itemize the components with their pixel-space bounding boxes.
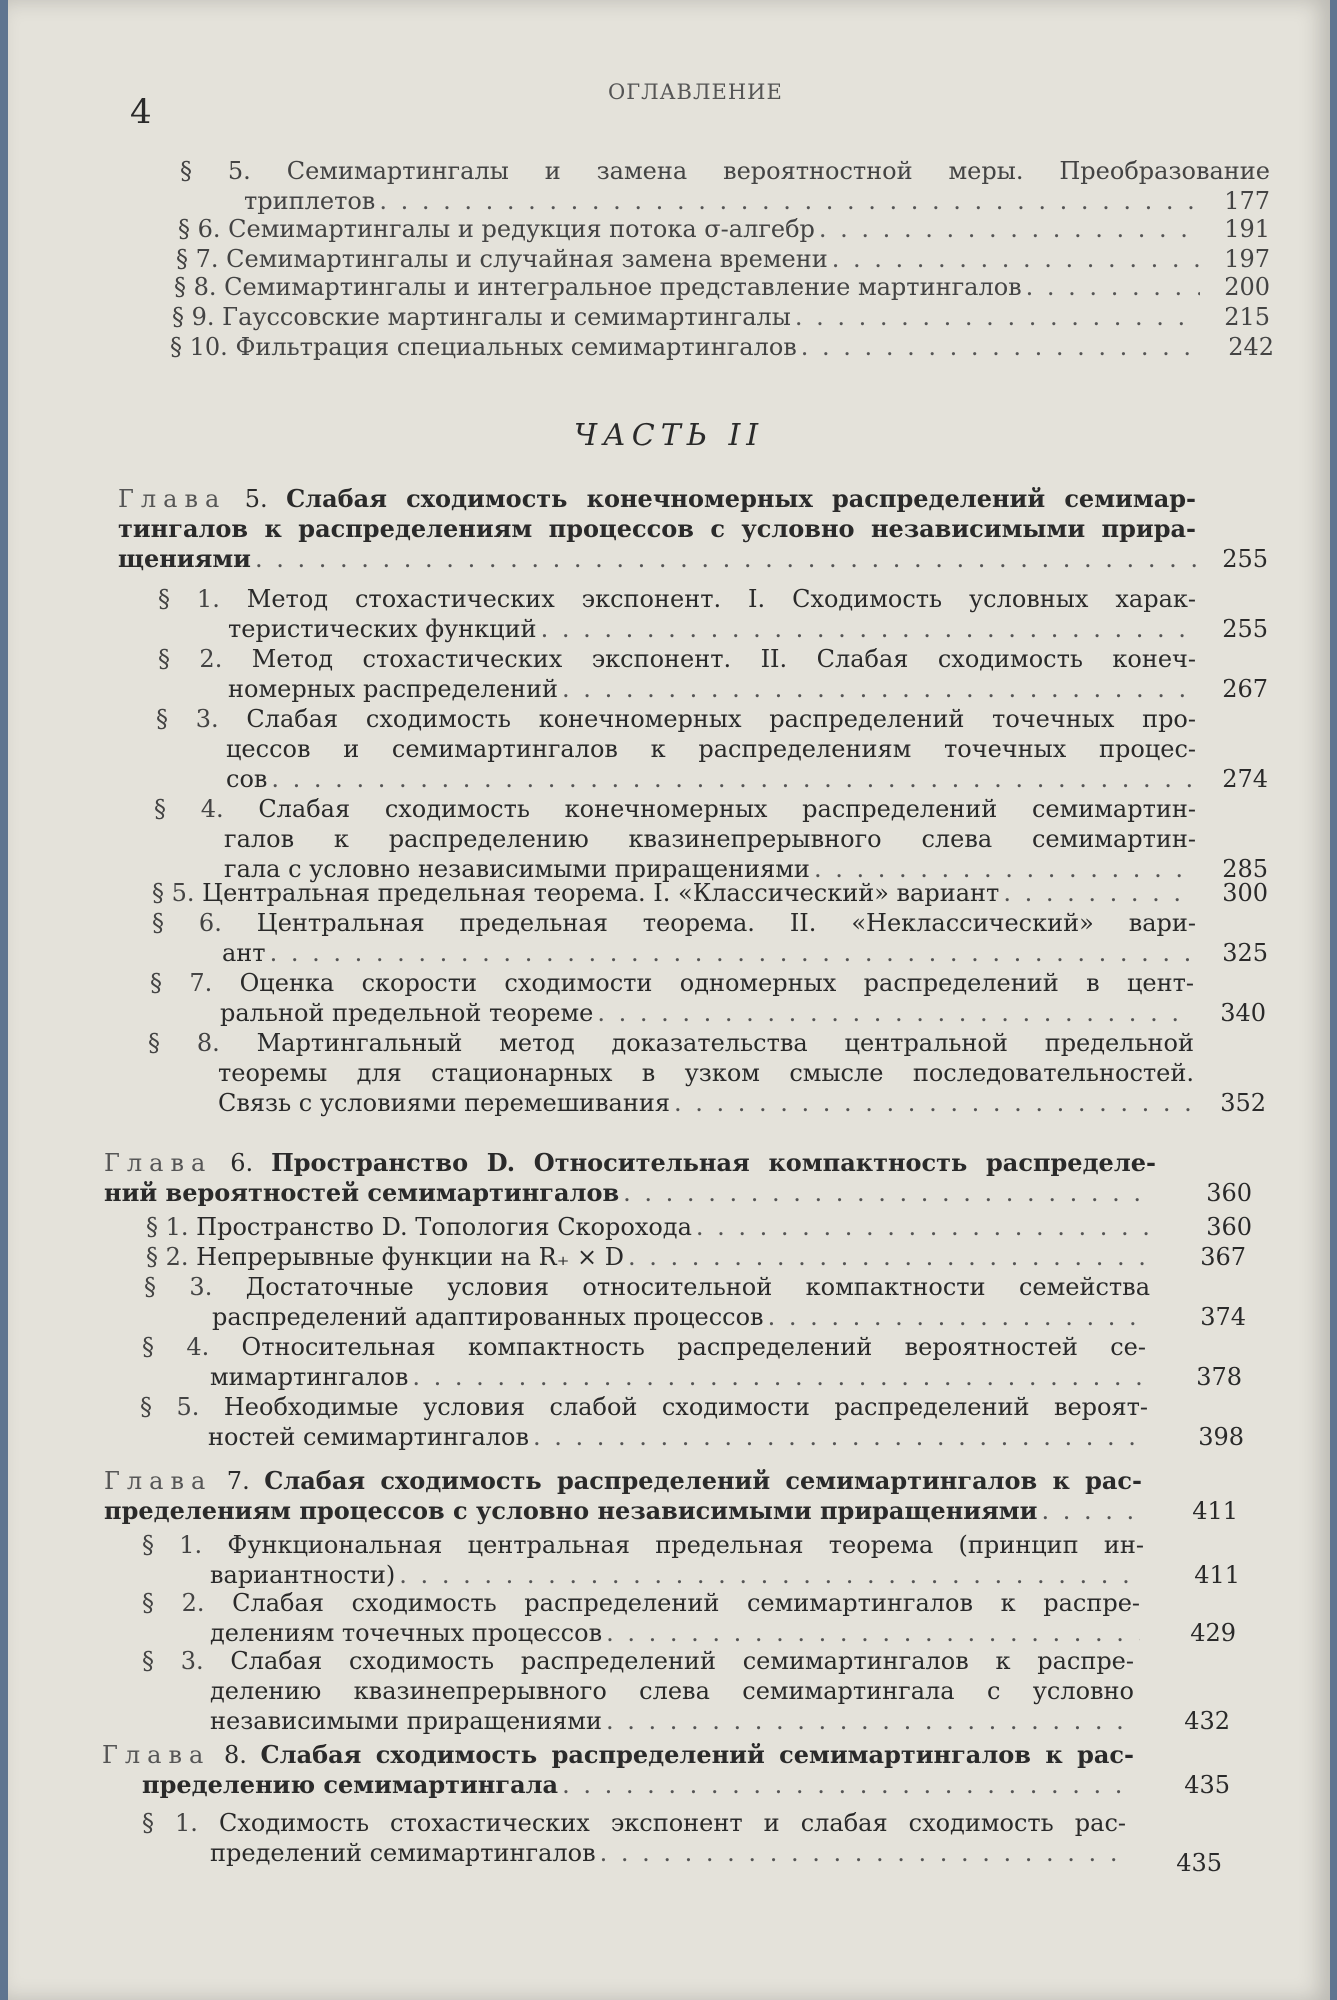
toc-section[interactable]	[142, 1808, 1222, 1877]
leader-dots	[1003, 878, 1196, 908]
toc-chapter[interactable]	[118, 484, 1268, 574]
chapter-number: 5.	[244, 485, 268, 513]
section-sign: § 6.	[178, 215, 221, 243]
leader-dots	[379, 186, 1200, 216]
section-title-last: гала с условно независимыми приращениями	[224, 855, 810, 883]
page-ref: 177	[1224, 187, 1270, 215]
section-title-last: мимартингалов	[210, 1363, 409, 1391]
section-sign: § 2.	[158, 645, 223, 673]
toc-section[interactable]	[146, 1212, 1252, 1242]
chapter-label: Глава	[102, 1741, 211, 1769]
leader-dots	[696, 1212, 1156, 1242]
page-ref: 200	[1224, 273, 1270, 301]
toc-section[interactable]	[158, 584, 1268, 644]
section-title-last: Непрерывные функции на R₊ × D	[196, 1243, 625, 1271]
section-sign: § 5.	[152, 879, 195, 907]
chapter-title-line: Слабая сходимость распределений семимартингалов к рас-	[260, 1740, 1135, 1769]
section-title-last: Фильтрация специальных семимартингалов	[235, 333, 797, 361]
page-ref: 429	[1190, 1619, 1236, 1647]
section-sign: § 4.	[142, 1333, 210, 1361]
leader-dots	[1026, 272, 1200, 302]
section-title-line: Относительная компактность распределений вероятностей се-	[241, 1333, 1146, 1361]
section-sign: § 1.	[158, 585, 220, 613]
page-ref: 242	[1228, 333, 1274, 361]
leader-dots	[819, 214, 1200, 244]
page-ref: 398	[1198, 1423, 1244, 1451]
chapter-title-last: ний вероятностей семимартингалов	[104, 1178, 620, 1207]
toc-section[interactable]	[142, 1530, 1240, 1590]
page-ref: 360	[1206, 1179, 1252, 1207]
section-sign: § 9.	[172, 303, 215, 331]
page-ref: 352	[1220, 1089, 1266, 1117]
chapter-label: Глава	[104, 1149, 213, 1177]
leader-dots	[623, 1178, 1156, 1208]
toc-section[interactable]	[180, 156, 1270, 216]
section-title-last: распределений адаптированных процессов	[212, 1303, 764, 1331]
chapter-title-line: Слабая сходимость распределений семимартингалов к рас-	[264, 1466, 1142, 1495]
leader-dots	[600, 1838, 1126, 1868]
section-title-last: теристических функций	[228, 615, 537, 643]
toc-section[interactable]	[146, 1242, 1246, 1272]
leader-dots	[562, 674, 1196, 704]
section-sign: § 1.	[142, 1809, 198, 1837]
chapter-number: 6.	[230, 1149, 254, 1177]
chapter-label: Глава	[118, 485, 227, 513]
page-ref: 325	[1222, 939, 1268, 967]
page-ref: 435	[1176, 1849, 1222, 1877]
leader-dots	[399, 1560, 1144, 1590]
section-title-line: Слабая сходимость конечномерных распределений точечных про-	[246, 705, 1196, 733]
section-title-line: Необходимые условия слабой сходимости распределений вероят-	[223, 1393, 1148, 1421]
section-title-line: теоремы для стационарных в узком смысле последовательностей.	[218, 1059, 1194, 1087]
section-title-last: триплетов	[244, 187, 376, 215]
toc-section[interactable]	[142, 1588, 1236, 1648]
section-title-line: Метод стохастических экспонент. II. Слабая сходимость конеч-	[251, 645, 1196, 673]
chapter-title-last: пределению семимартингала	[142, 1770, 559, 1799]
section-sign: § 5.	[140, 1393, 200, 1421]
chapter-title-line: тингалов к распределениям процессов с условно независимыми прира-	[118, 514, 1196, 543]
page-ref: 197	[1224, 245, 1270, 273]
toc-section[interactable]	[144, 1272, 1246, 1332]
leader-dots	[541, 614, 1196, 644]
leader-dots	[795, 302, 1200, 332]
page-ref: 274	[1222, 765, 1268, 793]
section-title-line: Функциональная центральная предельная теорема (принцип ин-	[227, 1531, 1144, 1559]
page-ref: 255	[1222, 615, 1268, 643]
leader-dots	[255, 544, 1196, 574]
page-ref: 267	[1222, 675, 1268, 703]
page-ref: 411	[1194, 1561, 1240, 1589]
section-sign: § 5.	[180, 157, 251, 185]
toc-section[interactable]	[154, 794, 1268, 884]
section-title-last: номерных распределений	[228, 675, 559, 703]
toc-chapter[interactable]	[102, 1740, 1230, 1800]
section-title-last: Связь с условиями перемешивания	[218, 1089, 670, 1117]
section-title-line: делению квазинепрерывного слева семимартингала с условно	[210, 1677, 1134, 1705]
toc-section[interactable]	[158, 644, 1268, 704]
toc-chapter[interactable]	[104, 1466, 1238, 1526]
leader-dots	[801, 332, 1204, 362]
chapter-number: 7.	[226, 1467, 250, 1495]
chapter-label: Глава	[104, 1467, 213, 1495]
chapter-title-last: щениями	[118, 544, 251, 573]
page-ref: 340	[1220, 999, 1266, 1027]
section-sign: § 3.	[142, 1647, 204, 1675]
page-ref: 255	[1222, 545, 1268, 573]
page-ref: 367	[1200, 1243, 1246, 1271]
section-title-line: Центральная предельная теорема. II. «Неклассический» вари-	[256, 909, 1196, 937]
section-title-last: пределений семимартингалов	[210, 1839, 596, 1867]
section-title-last: Семимартингалы и случайная замена времени	[226, 245, 828, 273]
toc-section[interactable]	[148, 1028, 1266, 1118]
section-title-last: вариантности)	[210, 1561, 396, 1589]
section-title-last: ральной предельной теореме	[220, 999, 594, 1027]
leader-dots	[597, 998, 1194, 1028]
section-title-line: Слабая сходимость конечномерных распределений семимартин-	[258, 795, 1196, 823]
leader-dots	[562, 1770, 1134, 1800]
section-title-line: цессов и семимартингалов к распределениям точечных процес-	[226, 735, 1196, 763]
section-title-line: Метод стохастических экспонент. I. Сходимость условных харак-	[246, 585, 1196, 613]
page-ref: 432	[1184, 1707, 1230, 1735]
toc-section[interactable]	[172, 302, 1270, 332]
chapter-title-line: Пространство D. Относительная компактность распределе-	[271, 1148, 1156, 1177]
section-title-line: Оценка скорости сходимости одномерных распределений в цент-	[239, 969, 1194, 997]
leader-dots	[768, 1302, 1150, 1332]
leader-dots	[832, 244, 1200, 274]
section-title-line: Сходимость стохастических экспонент и слабая сходимость рас-	[218, 1809, 1126, 1837]
section-title-line: Слабая сходимость распределений семимартингалов к распре-	[232, 1589, 1141, 1617]
section-sign: § 2.	[142, 1589, 205, 1617]
section-title-last: Пространство D. Топология Скорохода	[196, 1213, 692, 1241]
section-sign: § 8.	[174, 273, 217, 301]
page-ref: 411	[1192, 1497, 1238, 1525]
page-number: 4	[130, 92, 152, 132]
section-title-last: независимыми приращениями	[210, 1707, 602, 1735]
toc-chapter[interactable]	[104, 1148, 1252, 1208]
page-ref: 378	[1196, 1363, 1242, 1391]
section-title-last: сов	[226, 765, 268, 793]
toc-section[interactable]	[152, 908, 1268, 968]
toc-section[interactable]	[152, 878, 1268, 908]
leader-dots	[606, 1706, 1134, 1736]
section-sign: § 7.	[176, 245, 219, 273]
section-title-last: Гауссовские мартингалы и семимартингалы	[222, 303, 791, 331]
section-title-line: Слабая сходимость распределений семимартингалов к распре-	[230, 1647, 1134, 1675]
section-sign: § 1.	[142, 1531, 203, 1559]
leader-dots	[271, 764, 1196, 794]
leader-dots	[606, 1618, 1140, 1648]
leader-dots	[412, 1362, 1146, 1392]
page-ref: 374	[1200, 1303, 1246, 1331]
toc-section[interactable]	[176, 244, 1270, 274]
section-sign: § 7.	[150, 969, 213, 997]
book-page	[8, 0, 1330, 2000]
section-sign: § 2.	[146, 1243, 189, 1271]
toc-section[interactable]	[142, 1646, 1230, 1736]
section-sign: § 4.	[154, 795, 224, 823]
toc-section[interactable]	[142, 1332, 1242, 1392]
toc-section[interactable]	[170, 332, 1274, 362]
page-ref: 285	[1222, 855, 1268, 883]
leader-dots	[1041, 1496, 1142, 1526]
leader-dots	[674, 1088, 1194, 1118]
section-title-last: ностей семимартингалов	[208, 1423, 529, 1451]
section-sign: § 1.	[146, 1213, 189, 1241]
leader-dots	[533, 1422, 1148, 1452]
page-ref: 435	[1184, 1771, 1230, 1799]
leader-dots	[270, 938, 1196, 968]
section-sign: § 8.	[148, 1029, 220, 1057]
section-sign: § 3.	[156, 705, 219, 733]
section-title-last: Семимартингалы и интегральное представление мартингалов	[224, 273, 1022, 301]
section-title-line: Мартингальный метод доказательства центральной предельной	[256, 1029, 1194, 1057]
section-title-last: делениям точечных процессов	[210, 1619, 603, 1647]
section-title-line: Семимартингалы и замена вероятностной меры. Преобразование	[286, 157, 1271, 185]
toc-section[interactable]	[140, 1392, 1244, 1452]
section-sign: § 10.	[170, 333, 228, 361]
leader-dots	[628, 1242, 1150, 1272]
section-title-line: галов к распределению квазинепрерывного слева семимартин-	[224, 825, 1196, 853]
page-ref: 215	[1224, 303, 1270, 331]
toc-section[interactable]	[156, 704, 1268, 794]
chapter-title-last: пределениям процессов с условно независимыми приращениями	[104, 1496, 1038, 1525]
chapter-number: 8.	[223, 1741, 247, 1769]
section-title-last: Семимартингалы и редукция потока σ-алгебр	[228, 215, 815, 243]
page-ref: 360	[1206, 1213, 1252, 1241]
section-sign: § 6.	[152, 909, 222, 937]
section-title-line: Достаточные условия относительной компактности семейства	[245, 1273, 1151, 1301]
section-sign: § 3.	[144, 1273, 213, 1301]
running-title: ОГЛАВЛЕНИЕ	[608, 80, 783, 104]
page-ref: 300	[1222, 879, 1268, 907]
section-title-last: Центральная предельная теорема. I. «Классический» вариант	[202, 879, 1000, 907]
chapter-title-line: Слабая сходимость конечномерных распределений семимар-	[286, 484, 1196, 513]
toc-section[interactable]	[174, 272, 1270, 302]
section-title-last: ант	[222, 939, 266, 967]
toc-section[interactable]	[178, 214, 1270, 244]
part-title: ЧАСТЬ II	[573, 418, 765, 453]
toc-section[interactable]	[150, 968, 1266, 1028]
page-ref: 191	[1224, 215, 1270, 243]
